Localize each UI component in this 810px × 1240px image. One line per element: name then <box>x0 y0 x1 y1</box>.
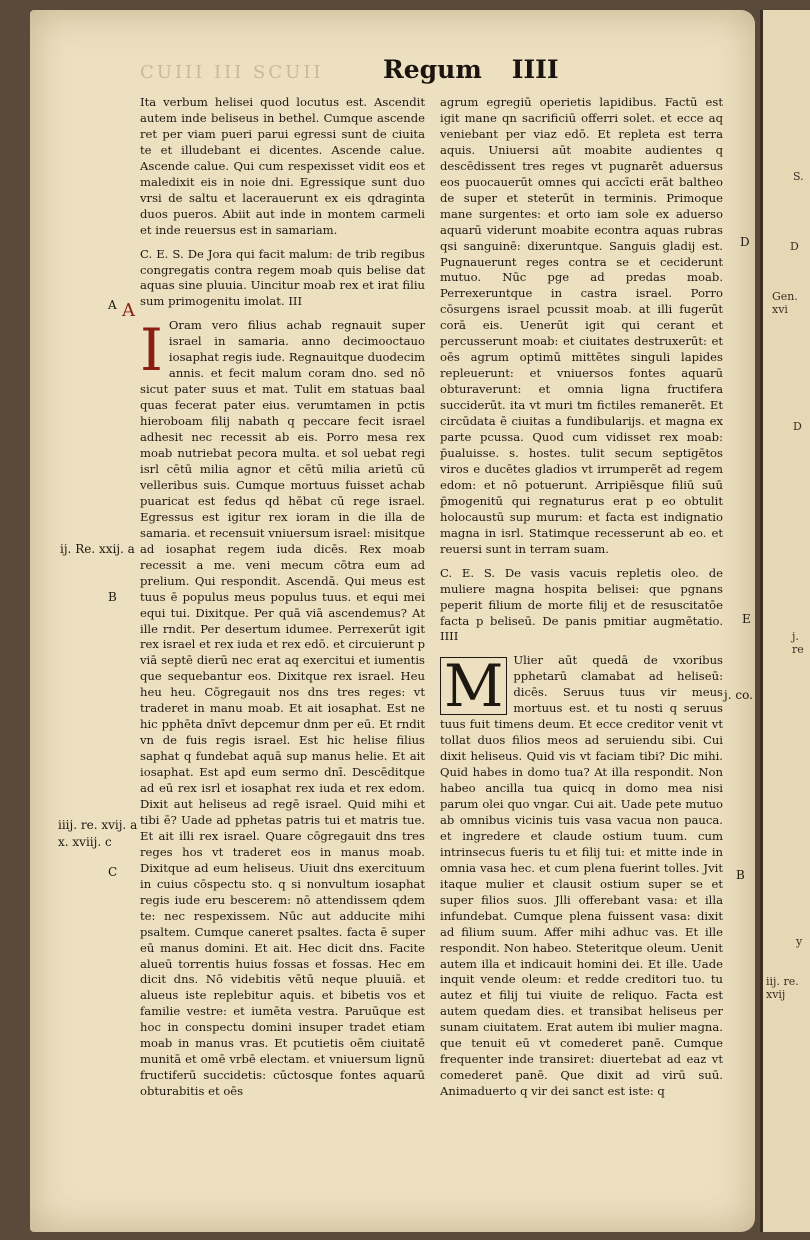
dropcap-initial: I <box>140 316 163 385</box>
margin-letter: B <box>736 868 745 882</box>
next-page-note: D <box>790 240 799 253</box>
paragraph-text: Oram vero filius achab regnauit super israel in samaria. anno decimooctauo iosaphat regis iude. Regnauitque duodecim annis. et fecit malum coram dno. sed nō sicut pater suus et mat. Tulit em statuas baal quas fecerat pater eius. verumtamen in pctis hieroboam filij nabath q peccare fecit israel adhesit nec recessit ab eis. Porro mesa rex moab nutriebat pecora multa. et sol uebat regi isrl cētū milia agnor et cētū milia arietū cū velleribus suis. Cumque mortuus fuisset achab puaricat est fedus qd hēbat cū rege israel. Egressus est igitur rex ioram in die illa de samaria. et recensuit vniuersum israel: misitque ad iosaphat regem iuda dicēs. Rex moab recessit a me. veni mecum cōtra eum ad prelium. Qui respondit. Ascendā. Qui meus est tuus ē populus meus populus tuus. et equi mei equi tui. Dixitque. Per quā viā ascendemus? At ille rndit. Per desertum idumee. Perrexerūt igit rex israel et rex iuda et rex edō. et circuierunt p viā septē dierū nec erat aq exercitui et iumentis que sequebantur eos. Dixitque rex israel. Heu heu heu. Cōgregauit nos dns tres reges: vt traderet in manu moab. Et ait iosaphat. Est ne hic pphēta dnīvt depcemur dnm per eū. Et rndit vn de fuis regis israel. Est hic helise filius saphat q fundebat aquā sup manus helie. Et ait iosaphat. Est apd eum sermo dnī. Descēditque ad eū rex isrl et iosaphat rex iuda et rex edom. Dixit aut heliseus ad regē israel. Quid mihi et tibi ē? Uade ad pphetas patris tui et matris tue. Et ait illi rex israel. Quare cōgregauit dns tres reges hos vt traderet eos in manus moab. Dixitque ad eum heliseus. Uiuit dns exercituum in cuius cōspectu sto. q si nonvultum iosaphat regis iude eru bescerem: nō attendissem qdem te: nec respexissem. Nūc aut adducite mihi psaltem. Cumque caneret psaltes. facta ē super eū manus domini. Et ait. Hec dicit dns. Facite alueū torrentis huius fossas et fossas. Hec em dicit dns. Nō videbitis vētū neque pluuiā. et alueus iste replebitur aquis. et bibetis vos et familie vestre: et iumēta vestra. Paruūque est hoc in conspectu domini insuper tradet etiam moab in manus vras. Et pcutietis oēm ciuitatē munitā et omē vrbē electam. et vniuersum lignū fructiferū succidetis: cūctosque fontes aquarū obturabitis et oēs <box>140 318 425 1099</box>
margin-reference: ij. Re. xxij. a <box>60 542 135 556</box>
margin-letter: C <box>108 865 118 879</box>
chapter-summary: C. E. S. De vasis vacuis repletis oleo. de muliere magna hospita belisei: que pgnans peperit filium de morte filij et de resuscitatōe facta p beliseū. De panis pmitiar augmētatio. IIII <box>440 565 723 644</box>
next-page-note: j. re <box>792 630 804 656</box>
next-page-note: iij. re. xvij <box>766 975 799 1001</box>
paragraph: Ita verbum helisei quod locutus est. Ascendit autem inde beliseus in bethel. Cumque ascende ret per viam pueri parui egressi sunt de ciuita te et illudebant ei dicentes. Ascende calue. Ascende calue. Qui cum respexisset vidit eos et maledixit eis in noie dni. Egressique sunt duo vrsi de saltu et lacerauerunt ex eis qdraginta duos pueros. Abiit aut inde in montem carmeli et inde reuersus est in samariam. <box>140 95 425 237</box>
margin-letter: A <box>108 298 117 312</box>
margin-reference: iiij. re. xvij. a <box>58 818 138 832</box>
running-header <box>383 55 559 84</box>
margin-reference: j. co. <box>724 688 753 702</box>
margin-letter-red: A <box>122 300 135 321</box>
margin-letter: B <box>108 590 117 604</box>
chapter-summary: C. E. S. De Jora qui facit malum: de trib regibus congregatis contra regem moab quis belise dat aquas sine pluuia. Uincitur moab rex et irat filiu sum primogenitu imolat. III <box>140 246 425 309</box>
left-column <box>140 95 425 1108</box>
paragraph <box>440 653 723 1100</box>
margin-letter: D <box>740 235 750 249</box>
paragraph-text: Ulier aūt quedā de vxoribus pphetarū clamabat ad heliseū: dicēs. Seruus tuus vir meus mortuus est. et tu nosti q seruus tuus fuit timens deum. Et ecce creditor venit vt tollat duos filios meos ad seruiendu sibi. Cui dixit heliseus. Quid vis vt faciam tibi? Dic mihi. Quid habes in domo tua? At illa respondit. Non habeo ancilla tua quicq in domo mea nisi parum olei quo vngar. Cui ait. Uade pete mutuo ab omnibus vicinis tuis vasa vacua non pauca. et ingredere et claude ostium tuum. cum intrinsecus fueris tu et filij tui: et mitte inde in omnia vasa hec. et cum plena fuerint tolles. Jvit itaque mulier et clausit ostium super se et super filios suos. Jlli offerebant vasa: et illa infundebat. Cumque plena fuissent vasa: dixit ad filium suum. Affer mihi adhuc vas. Et ille respondit. Non habeo. Steteritque oleum. Uenit autem illa et indicauit homini dei. Et ille. Uade inquit vende oleum: et redde creditori tuo. tu autez et filij tui viuite de reliquo. Facta est autem quedam dies. et transibat heliseus per sunam ciuitatem. Erat autem ibi mulier magna. que tenuit eū vt comederet panē. Cumque frequenter inde transiret: diuertebat ad eaz vt comederet panē. Que dixit ad virū suū. Animaduerto q vir dei sanct est iste: q <box>440 653 723 1099</box>
right-column <box>440 95 723 1108</box>
next-page-note: y <box>796 935 803 948</box>
next-page-note: Gen. xvi <box>772 290 798 316</box>
header-number: IIII <box>511 55 559 84</box>
dropcap-initial: M <box>440 657 507 715</box>
header-title: Regum <box>383 55 482 84</box>
next-page-edge <box>760 10 810 1232</box>
paragraph: agrum egregiū operietis lapidibus. Factū est igit mane qn sacrificiū offerri solet. et ecce aq veniebant per viaz edō. Et repleta est terra aquis. Uniuersi aūt moabite audientes q descēdissent tres reges vt pugnarēt aduersus eos puocauerūt omnes qui accīcti erāt baltheo de super et steterūt in terminis. Primoque mane surgentes: et orto iam sole ex aduerso aquarū viderunt moabite econtra aquas rubras qsi sanguinē: dixeruntque. Sanguis gladij est. Pugnauerunt reges contra se et ceciderunt mutuo. Nūc pge ad predas moab. Perrexeruntque in castra israel. Porro cōsurgens israel pcussit moab. at illi fugerūt corā eis. Uenerūt igit qui cerant et percusserunt moab: et ciuitates destruxerūt: et oēs agrum optimū mittētes singuli lapides repleuerunt: et vniuersos fontes aquarū obturaverunt: et omnia ligna fructifera succiderūt. ita vt muri tm fictiles remanerēt. Et circūdata ē ciuitas a fundibularijs. et magna ex parte pcussa. Quod cum vidisset rex moab: p̄ualuisse. s. hostes. tulit secum septigētos viros e ducētes gladios vt irrumperēt ad regem edom: et nō potuerunt. Arripiēsque filiū suū p̄mogenitū qui regnaturus erat p eo obtulit holocaustū sup murum: et facta est indignatio magna in isrl. Statimque recesserunt ab eo. et reuersi sunt in terram suam. <box>440 95 723 556</box>
show-through-text: CUIII III SCUII <box>140 62 324 83</box>
paragraph <box>140 318 425 1100</box>
next-page-note: S. <box>793 170 804 183</box>
next-page-note: D <box>793 420 802 433</box>
margin-letter: E <box>742 612 751 626</box>
margin-reference: x. xviij. c <box>58 835 112 849</box>
